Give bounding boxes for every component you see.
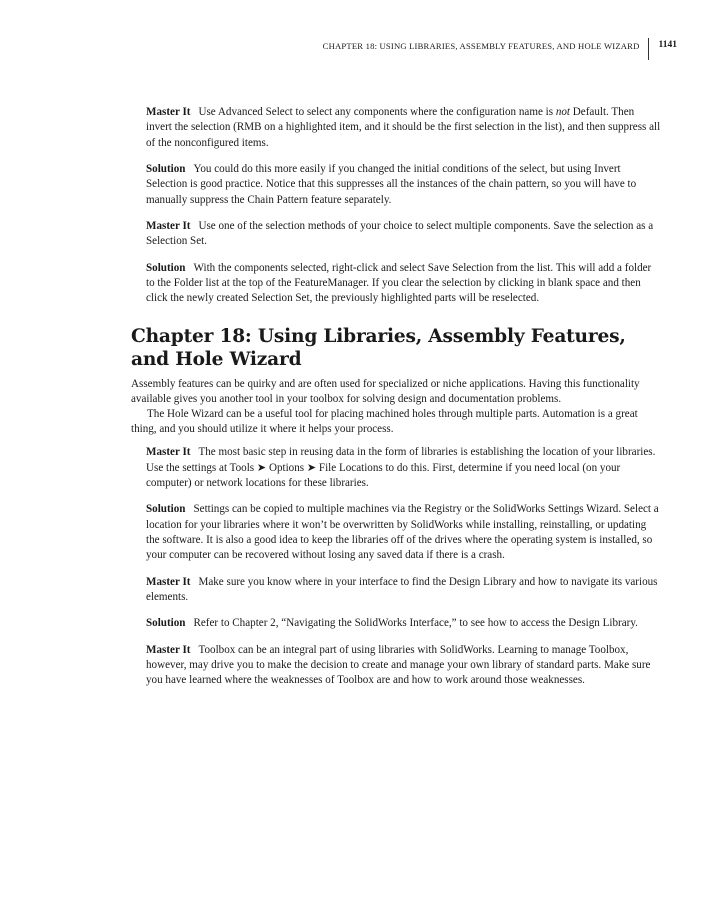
qa-text-cont: Default. Then invert the selection (RMB on a highlighted item, and it should be the first selection in the list), and then suppress all of the nonconfigured items. <box>146 106 661 149</box>
qa-text: Use one of the selection methods of your choice to select multiple components. Save the selection as a Selection Set. <box>146 220 654 248</box>
intro-paragraph: Assembly features can be quirky and are often used for specialized or niche applications. Having this functionality available gives you another tool in your toolbox for solving design and documentation problems. <box>131 377 640 405</box>
qa-text: Settings can be copied to multiple machines via the Registry or the SolidWorks Settings Wizard. Select a location for your libraries where it won’t be overwritten by SolidWorks while installing, reinstalling, or updating the software. It is also a good idea to keep the libraries off of the drives where the operating system is installed, so your computer can be recovered without losing any saved data if there is a crash. <box>146 503 659 562</box>
qa-text: Make sure you know where in your interface to find the Design Library and how to navigate its various elements. <box>146 575 658 604</box>
qa-lead: Solution <box>146 617 186 630</box>
qa-item <box>146 502 661 563</box>
qa-text: Toolbox can be an integral part of using libraries with SolidWorks. Learning to manage Toolbox, however, may drive you to make the decision to create and manage your own library of standard parts. Make sure you have learned where the weaknesses of Toolbox are and how to work around those weaknesses. <box>146 643 651 687</box>
page-number: 1141 <box>658 40 677 50</box>
qa-item <box>146 162 661 208</box>
qa-lead: Solution <box>146 163 186 176</box>
running-head <box>323 38 677 62</box>
qa-lead: Master It <box>146 220 191 233</box>
qa-lead: Solution <box>146 503 186 516</box>
qa-item <box>146 261 661 307</box>
qa-lead: Solution <box>146 261 186 274</box>
qa-text: With the components selected, right-click and select Save Selection from the list. This will add a folder to the Folder list at the top of the FeatureManager. If you clear the selection by clicking in blank space and then click the newly created Selection Set, the previously highlighted parts will be reselected. <box>146 261 652 305</box>
qa-lead: Master It <box>146 575 191 588</box>
page-body <box>131 94 661 695</box>
qa-text: You could do this more easily if you changed the initial conditions of the select, but using Invert Selection is good practice. Notice that this suppresses all the instances of the chain pattern, so you will have to manually suppress the Chain Pattern feature separately. <box>146 163 637 206</box>
qa-item <box>146 219 661 250</box>
qa-lead: Master It <box>146 643 191 656</box>
intro-paragraph: The Hole Wizard can be a useful tool for placing machined holes through multiple parts. Automation is a great thing, and you should utilize it where it helps your process. <box>131 408 638 436</box>
qa-lead: Master It <box>146 106 191 119</box>
running-title: CHAPTER 18: USING LIBRARIES, ASSEMBLY FEATURES, AND HOLE WIZARD <box>322 41 640 51</box>
qa-text: The most basic step in reusing data in the form of libraries is establishing the location of your libraries. Use the settings at Tools ➤ Options ➤ File Locations to do this. First, determine if you need local (on your computer) or network locations for these libraries. <box>146 446 656 490</box>
qa-item <box>146 105 661 151</box>
qa-item <box>146 445 661 491</box>
qa-item <box>146 616 661 631</box>
qa-text: Refer to Chapter 2, “Navigating the SolidWorks Interface,” to see how to access the Design Library. <box>193 617 638 630</box>
qa-text: Use Advanced Select to select any components where the configuration name is <box>198 106 556 119</box>
qa-item <box>146 575 661 606</box>
chapter-heading: Chapter 18: Using Libraries, Assembly Features, and Hole Wizard <box>131 325 626 370</box>
qa-emphasis: not <box>555 106 571 119</box>
qa-item <box>146 643 661 689</box>
qa-lead: Master It <box>146 446 191 459</box>
